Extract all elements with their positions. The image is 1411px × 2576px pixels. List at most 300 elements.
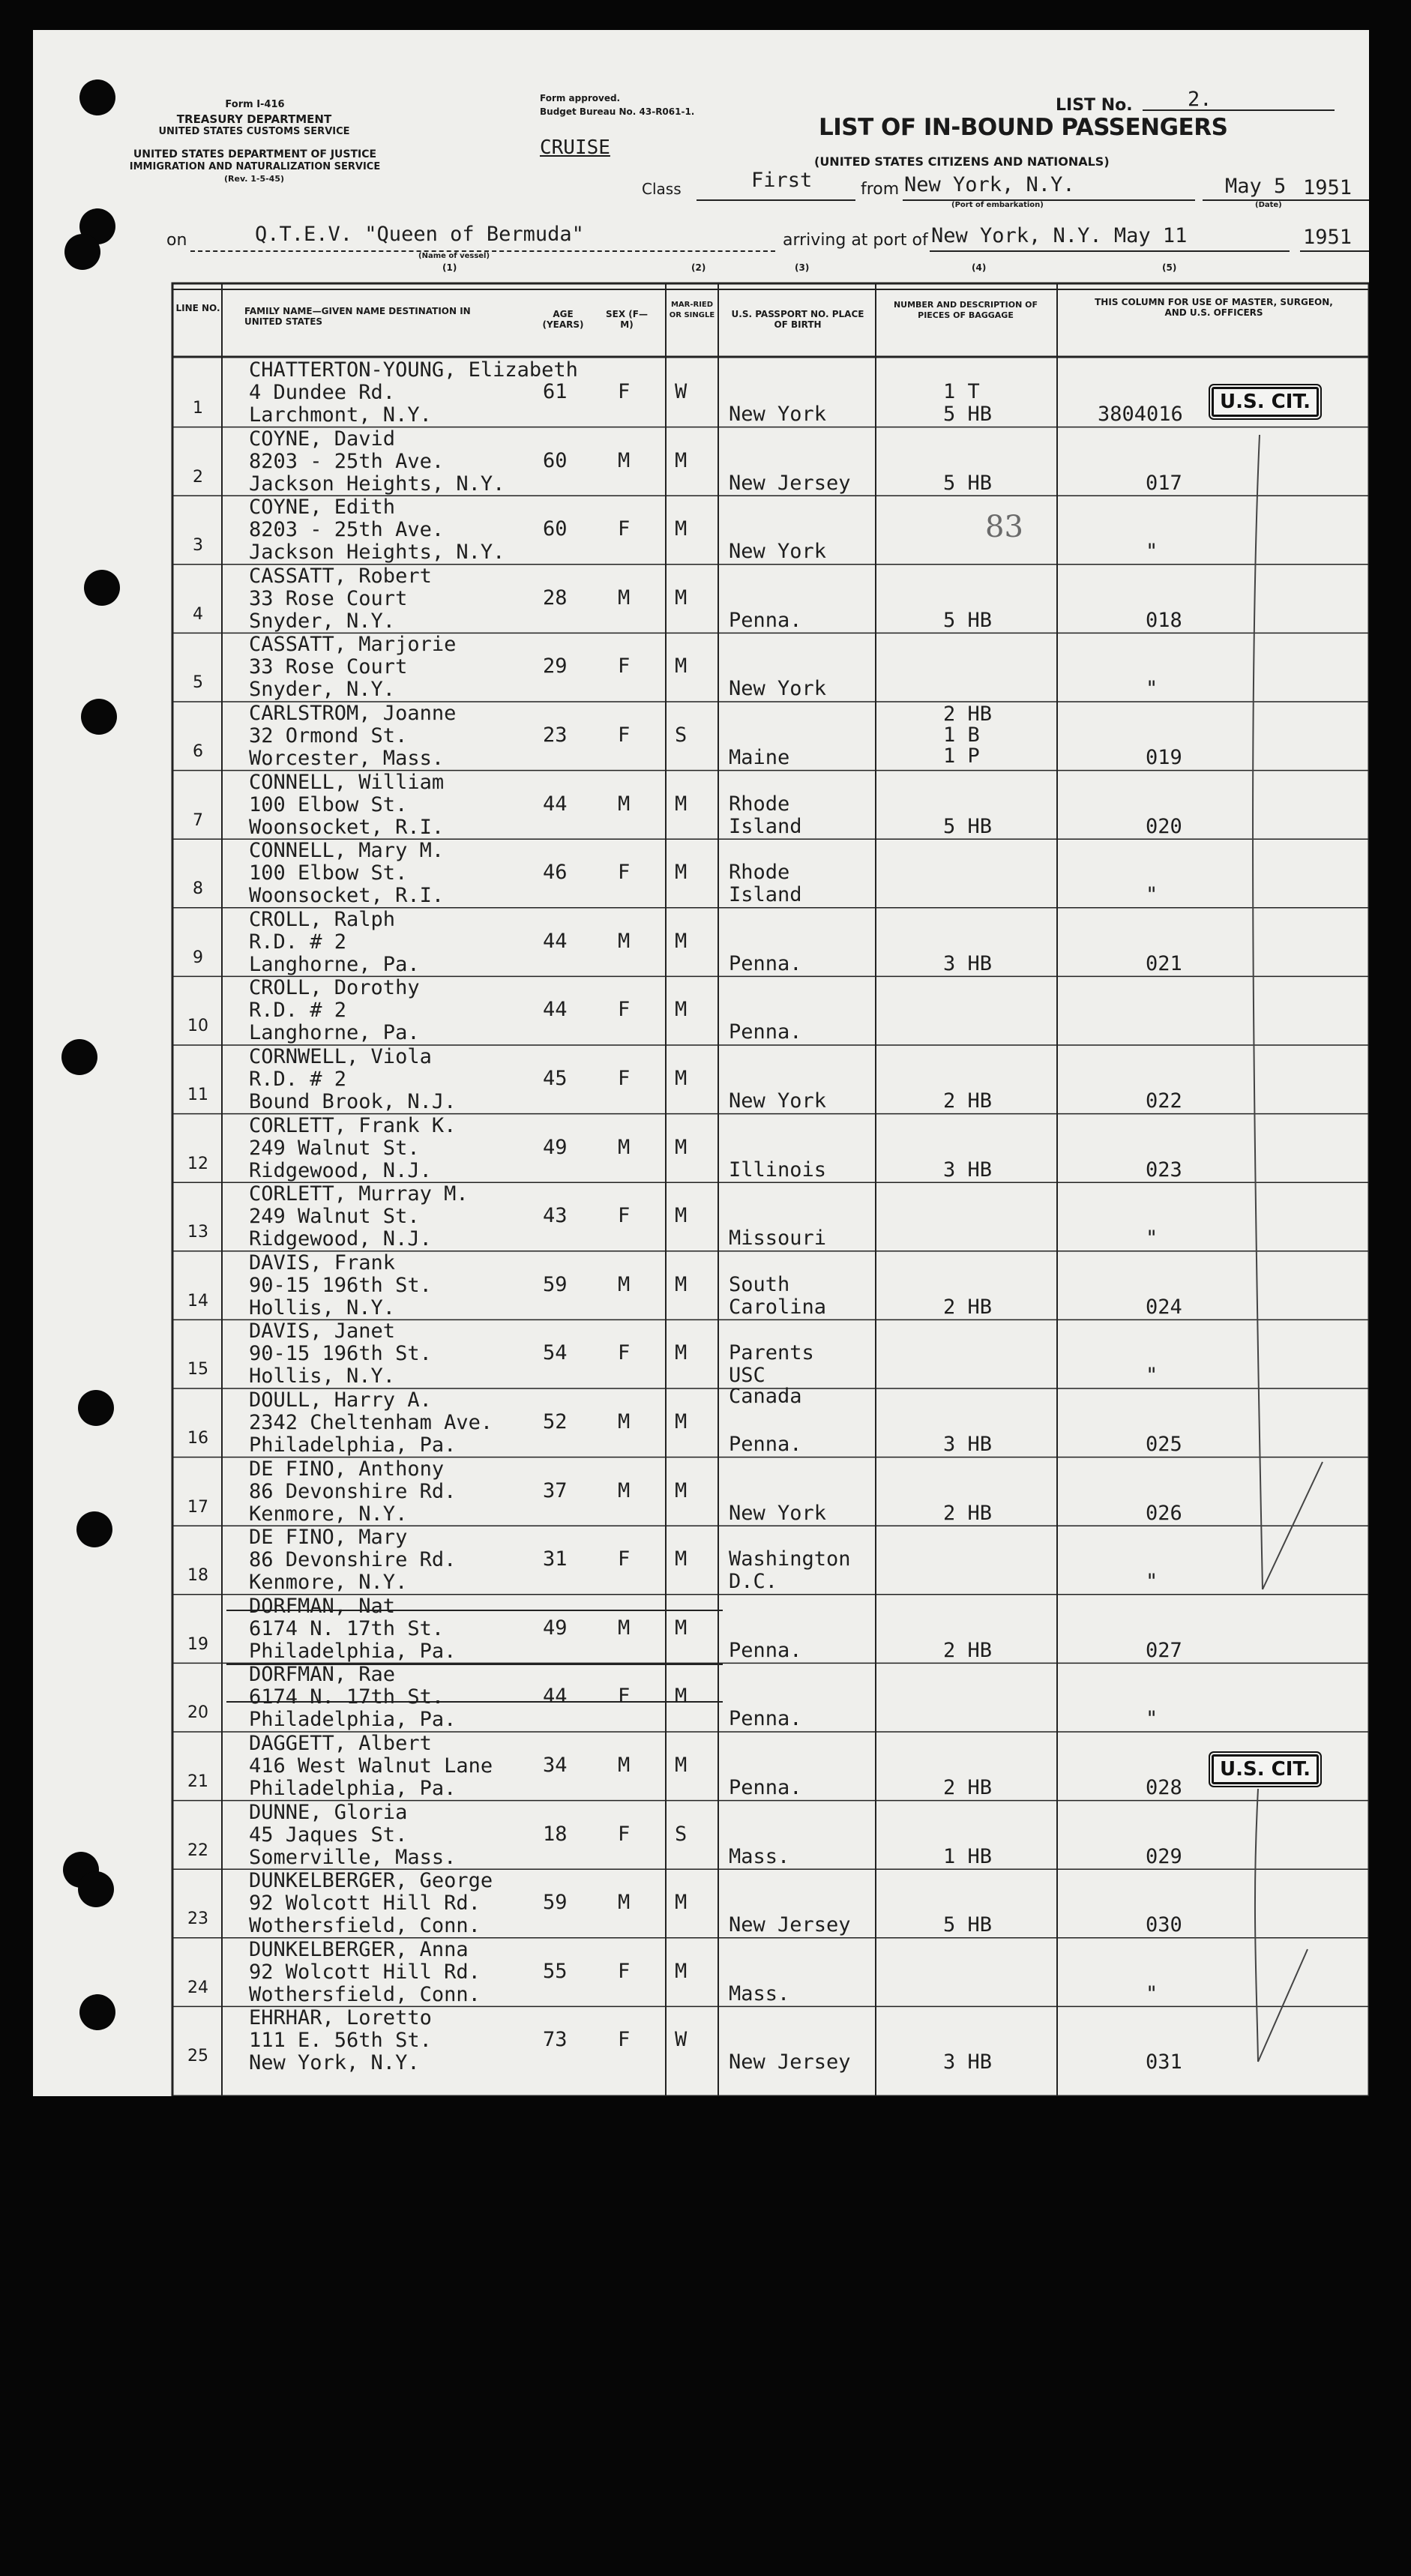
officer-number: 023 [1146, 1158, 1182, 1182]
place-of-birth: New York [729, 403, 827, 426]
baggage: 3 HB [943, 2050, 993, 2074]
sex: F [618, 861, 631, 885]
place-of-birth: Penna. [729, 1707, 802, 1731]
table-row [33, 1595, 1369, 1664]
sex: M [618, 448, 631, 472]
age: 23 [543, 723, 568, 747]
binder-hole [81, 699, 117, 735]
address-city: Worcester, Mass. [249, 747, 445, 770]
age: 44 [543, 929, 568, 953]
table-row [33, 427, 1369, 496]
justice-label: UNITED STATES DEPARTMENT OF JUSTICE [133, 148, 377, 160]
address-street: 249 Walnut St. [249, 1136, 420, 1160]
binder-hole [76, 1511, 112, 1547]
from-value: New York, N.Y. [904, 173, 1075, 196]
line-number: 9 [193, 948, 203, 967]
marital-status: M [675, 586, 688, 610]
marital-status: S [675, 723, 688, 747]
line-number: 1 [193, 399, 203, 418]
line-number: 6 [193, 742, 203, 761]
place-of-birth: New Jersey [729, 1913, 851, 1937]
col-header-line-no: LINE NO. [175, 303, 220, 313]
address-city: New York, N.Y. [249, 2051, 420, 2075]
date-note: (Date) [1255, 201, 1282, 209]
passenger-name: CARLSTROM, Joanne [249, 702, 457, 725]
budget-bureau: Budget Bureau No. 43-R061-1. [540, 106, 695, 117]
baggage: 1 T [943, 380, 980, 403]
binder-hole [78, 1871, 114, 1907]
marital-status: M [675, 1547, 688, 1571]
place-of-birth: Washington [729, 1547, 851, 1571]
address-city: Larchmont, N.Y. [249, 403, 432, 427]
binder-hole [79, 79, 115, 115]
place-of-birth: Rhode [729, 861, 790, 885]
place-of-birth: Penna. [729, 1776, 802, 1799]
address-street: 4 Dundee Rd. [249, 381, 396, 404]
age: 44 [543, 1685, 568, 1709]
age: 44 [543, 792, 568, 816]
vessel-name: Q.T.E.V. "Queen of Bermuda" [255, 223, 584, 246]
us-cit-stamp: U.S. CIT. [1212, 387, 1319, 417]
binder-hole [79, 1994, 115, 2030]
passenger-name: COYNE, David [249, 427, 396, 451]
address-city: Hollis, N.Y. [249, 1364, 396, 1388]
baggage-3: 1 P [943, 744, 980, 768]
address-street: R.D. # 2 [249, 999, 347, 1023]
officer-number: " [1146, 540, 1158, 564]
age: 61 [543, 380, 568, 403]
age: 54 [543, 1341, 568, 1365]
age: 49 [543, 1135, 568, 1159]
address-city: Snyder, N.Y. [249, 609, 396, 633]
passenger-name: CROLL, Ralph [249, 907, 396, 931]
officer-number: 020 [1146, 814, 1182, 838]
age: 37 [543, 1478, 568, 1502]
age: 52 [543, 1410, 568, 1433]
table-row [33, 1663, 1369, 1732]
table-row [33, 702, 1369, 771]
officer-number: 029 [1146, 1844, 1182, 1868]
sex: F [618, 1067, 631, 1090]
passenger-name: CHATTERTON-YOUNG, Elizabeth [249, 358, 578, 382]
officer-number: 017 [1146, 471, 1182, 495]
address-street: 86 Devonshire Rd. [249, 1479, 457, 1503]
marital-status: M [675, 1685, 688, 1709]
address-street: R.D. # 2 [249, 1068, 347, 1091]
line-number: 17 [187, 1497, 208, 1517]
address-city: Philadelphia, Pa. [249, 1777, 457, 1800]
place-of-birth: Mass. [729, 1981, 790, 2005]
line-number: 25 [187, 2047, 208, 2066]
passenger-name: DUNKELBERGER, George [249, 1869, 493, 1893]
binder-hole [78, 1390, 114, 1426]
officer-number: " [1146, 1707, 1158, 1731]
address-street: 249 Walnut St. [249, 1205, 420, 1229]
sex: F [618, 1685, 631, 1709]
table-row [33, 976, 1369, 1045]
table-row [33, 1114, 1369, 1183]
address-city: Ridgewood, N.J. [249, 1158, 432, 1182]
age: 31 [543, 1547, 568, 1571]
sex: M [618, 1616, 631, 1640]
address-street: 33 Rose Court [249, 655, 408, 679]
col-header-baggage: NUMBER AND DESCRIPTION OF PIECES OF BAGGAGE [893, 300, 1038, 320]
age: 73 [543, 2028, 568, 2052]
list-title: LIST OF IN-BOUND PASSENGERS [819, 114, 1228, 141]
table-row [33, 1388, 1369, 1457]
address-street: R.D. # 2 [249, 930, 347, 954]
date-from: May 5 [1225, 175, 1287, 198]
place-of-birth: Rhode [729, 792, 790, 816]
marital-status: S [675, 1822, 688, 1846]
line-number: 18 [187, 1566, 208, 1586]
passenger-name: EHRHAR, Loretto [249, 2006, 432, 2030]
line-number: 5 [193, 673, 203, 693]
officer-number: 021 [1146, 951, 1182, 975]
col-note-2: (2) [691, 262, 706, 273]
sex: F [618, 2028, 631, 2052]
address-city: Bound Brook, N.J. [249, 1090, 457, 1113]
cruise-stamp: CRUISE [540, 136, 610, 159]
line-number: 15 [187, 1360, 208, 1379]
class-label: Class [642, 180, 682, 198]
officer-number: 024 [1146, 1295, 1182, 1319]
officer-number: 026 [1146, 1501, 1182, 1525]
passenger-name: DAVIS, Janet [249, 1319, 396, 1343]
place-of-birth: New York [729, 677, 827, 701]
col-header-officers: THIS COLUMN FOR USE OF MASTER, SURGEON, AND U.S. OFFICERS [1095, 297, 1333, 318]
table-row [33, 358, 1369, 427]
baggage-2: 5 HB [943, 403, 993, 426]
col-header-passport: U.S. PASSPORT NO. PLACE OF BIRTH [731, 309, 864, 330]
line-number: 2 [193, 467, 203, 487]
sex: F [618, 517, 631, 541]
list-no-label: LIST No. [1056, 96, 1133, 115]
passenger-name: CONNELL, William [249, 770, 445, 794]
marital-status: M [675, 1204, 688, 1228]
line-number: 20 [187, 1703, 208, 1723]
passenger-name: COYNE, Edith [249, 496, 396, 520]
baggage: 2 HB [943, 1776, 993, 1799]
passenger-name: DAVIS, Frank [249, 1251, 396, 1275]
passenger-name: DUNNE, Gloria [249, 1800, 408, 1824]
address-city: Woonsocket, R.I. [249, 884, 445, 908]
binder-hole [84, 570, 120, 606]
marital-status: M [675, 1410, 688, 1433]
line-number: 21 [187, 1772, 208, 1791]
year-to: 1951 [1303, 226, 1353, 249]
marital-status: W [675, 380, 688, 403]
address-city: Jackson Heights, N.Y. [249, 541, 505, 565]
table-row [33, 1732, 1369, 1801]
line-number: 23 [187, 1910, 208, 1929]
place-of-birth: Mass. [729, 1844, 790, 1868]
sex: F [618, 998, 631, 1022]
marital-status: M [675, 1067, 688, 1090]
address-city: Langhorne, Pa. [249, 1021, 420, 1045]
sex: M [618, 586, 631, 610]
address-city: Kenmore, N.Y. [249, 1502, 408, 1526]
baggage: 3 HB [943, 951, 993, 975]
address-street: 92 Wolcott Hill Rd. [249, 1960, 481, 1984]
place-of-birth: Maine [729, 746, 790, 769]
officer-number: 3804016 [1098, 403, 1183, 426]
baggage-2: 1 B [943, 723, 980, 747]
age: 34 [543, 1754, 568, 1777]
address-city: Philadelphia, Pa. [249, 1708, 457, 1732]
manifest-page [33, 30, 1369, 2096]
address-street: 90-15 196th St. [249, 1273, 432, 1297]
year-from: 1951 [1303, 176, 1353, 199]
officer-number: 030 [1146, 1913, 1182, 1937]
line-number: 10 [187, 1017, 208, 1036]
marital-status: W [675, 2028, 688, 2052]
baggage: 3 HB [943, 1433, 993, 1456]
age: 59 [543, 1272, 568, 1296]
address-city: Kenmore, N.Y. [249, 1571, 408, 1595]
officer-number: 018 [1146, 608, 1182, 632]
age: 60 [543, 448, 568, 472]
passenger-name: DORFMAN, Rae [249, 1663, 396, 1687]
address-street: 6174 N. 17th St. [249, 1685, 445, 1709]
address-city: Ridgewood, N.J. [249, 1227, 432, 1251]
address-city: Snyder, N.Y. [249, 678, 396, 702]
place-of-birth-2: Carolina [729, 1295, 827, 1319]
place-of-birth: Penna. [729, 951, 802, 975]
port-note: (Port of embarkation) [951, 201, 1044, 209]
table-row [33, 1251, 1369, 1320]
line-number: 11 [187, 1086, 208, 1104]
address-city: Somerville, Mass. [249, 1845, 457, 1869]
passenger-name: CORLETT, Frank K. [249, 1113, 457, 1137]
baggage: 2 HB [943, 1501, 993, 1525]
line-number: 8 [193, 879, 203, 899]
marital-status: M [675, 1272, 688, 1296]
table-row [33, 633, 1369, 702]
passenger-name: DAGGETT, Albert [249, 1732, 432, 1755]
place-of-birth-2: USC [729, 1364, 765, 1388]
baggage: 5 HB [943, 814, 993, 838]
sex: M [618, 1135, 631, 1159]
place-of-birth: Illinois [729, 1158, 827, 1182]
sex: F [618, 1547, 631, 1571]
age: 45 [543, 1067, 568, 1090]
place-of-birth: New York [729, 1501, 827, 1525]
marital-status: M [675, 517, 688, 541]
form-id: Form I-416 [225, 99, 285, 110]
place-of-birth: Penna. [729, 1020, 802, 1044]
marital-status: M [675, 654, 688, 678]
officer-number: 019 [1146, 746, 1182, 769]
table-row [33, 1938, 1369, 2007]
marital-status: M [675, 998, 688, 1022]
col-note-1: (1) [442, 262, 457, 273]
age: 29 [543, 654, 568, 678]
marital-status: M [675, 1891, 688, 1915]
address-street: 416 West Walnut Lane [249, 1754, 493, 1778]
place-of-birth: Penna. [729, 1433, 802, 1456]
age: 28 [543, 586, 568, 610]
sex: M [618, 1478, 631, 1502]
address-city: Woonsocket, R.I. [249, 815, 445, 839]
treasury-label: TREASURY DEPARTMENT [176, 112, 332, 126]
baggage: 5 HB [943, 608, 993, 632]
vessel-note: (Name of vessel) [418, 252, 490, 260]
passenger-name: CORLETT, Murray M. [249, 1182, 469, 1206]
age: 59 [543, 1891, 568, 1915]
sex: F [618, 723, 631, 747]
table-row [33, 1801, 1369, 1870]
col-header-name: FAMILY NAME—GIVEN NAME DESTINATION IN UNITED STATES [244, 306, 471, 327]
address-street: 100 Elbow St. [249, 861, 408, 885]
age: 60 [543, 517, 568, 541]
from-label: from [861, 180, 900, 199]
sex: M [618, 792, 631, 816]
class-value: First [751, 169, 813, 192]
table-row [33, 1869, 1369, 1938]
officer-number: " [1146, 677, 1158, 701]
age: 43 [543, 1204, 568, 1228]
marital-status: M [675, 861, 688, 885]
address-street: 2342 Cheltenham Ave. [249, 1411, 493, 1434]
list-subtitle: (UNITED STATES CITIZENS AND NATIONALS) [814, 154, 1110, 169]
col-header-married: MAR-RIED OR SINGLE [669, 301, 715, 319]
sex: F [618, 1959, 631, 1983]
officer-number: 025 [1146, 1433, 1182, 1456]
place-of-birth: Missouri [729, 1227, 827, 1251]
passenger-name: CORNWELL, Viola [249, 1045, 432, 1068]
baggage: 5 HB [943, 471, 993, 495]
officer-number: " [1146, 1981, 1158, 2005]
table-row [33, 771, 1369, 840]
address-street: 8203 - 25th Ave. [249, 518, 445, 542]
place-of-birth-2: Island [729, 814, 802, 838]
address-city: Wothersfield, Conn. [249, 1982, 481, 2006]
officer-number: 028 [1146, 1776, 1182, 1799]
col-header-age: AGE (YEARS) [542, 309, 584, 330]
place-of-birth: New York [729, 540, 827, 564]
address-street: 45 Jaques St. [249, 1823, 408, 1847]
address-street: 92 Wolcott Hill Rd. [249, 1892, 481, 1916]
address-city: Philadelphia, Pa. [249, 1639, 457, 1663]
baggage: 2 HB [943, 702, 993, 726]
marital-status: M [675, 929, 688, 953]
age: 55 [543, 1959, 568, 1983]
age: 46 [543, 861, 568, 885]
address-street: 100 Elbow St. [249, 792, 408, 816]
col-note-4: (4) [972, 262, 987, 273]
table-row [33, 496, 1369, 565]
col-header-sex: SEX (F—M) [606, 309, 648, 330]
line-number: 12 [187, 1154, 208, 1173]
address-city: Philadelphia, Pa. [249, 1433, 457, 1457]
officer-number: " [1146, 883, 1158, 907]
address-street: 6174 N. 17th St. [249, 1616, 445, 1640]
marital-status: M [675, 1478, 688, 1502]
rev-label: (Rev. 1-5-45) [223, 174, 284, 184]
line-number: 24 [187, 1978, 208, 1997]
marital-status: M [675, 1959, 688, 1983]
table-row [33, 1182, 1369, 1251]
marital-status: M [675, 1616, 688, 1640]
line-number: 13 [187, 1223, 208, 1242]
address-street: 8203 - 25th Ave. [249, 449, 445, 473]
col-note-5: (5) [1162, 262, 1177, 273]
line-number: 4 [193, 604, 203, 624]
sex: M [618, 929, 631, 953]
sex: F [618, 1822, 631, 1846]
officer-number: " [1146, 1364, 1158, 1388]
place-of-birth: New Jersey [729, 2050, 851, 2074]
line-number: 7 [193, 810, 203, 830]
address-city: Langhorne, Pa. [249, 952, 420, 976]
age: 49 [543, 1616, 568, 1640]
place-of-birth: New Jersey [729, 471, 851, 495]
marital-status: M [675, 792, 688, 816]
place-of-birth: South [729, 1272, 790, 1296]
baggage: 1 HB [943, 1844, 993, 1868]
address-street: 111 E. 56th St. [249, 2029, 432, 2053]
passenger-name: CASSATT, Marjorie [249, 633, 457, 657]
sex: F [618, 654, 631, 678]
address-street: 90-15 196th St. [249, 1342, 432, 1366]
officer-number: 031 [1146, 2050, 1182, 2074]
marital-status: M [675, 448, 688, 472]
passenger-name: DUNKELBERGER, Anna [249, 1937, 469, 1961]
address-street: 86 Devonshire Rd. [249, 1548, 457, 1572]
officer-number: " [1146, 1227, 1158, 1251]
list-no-value: 2. [1188, 88, 1212, 111]
pencil-note-83: 83 [985, 510, 1023, 544]
sex: M [618, 1754, 631, 1777]
baggage: 2 HB [943, 1089, 993, 1113]
customs-label: UNITED STATES CUSTOMS SERVICE [158, 126, 350, 137]
age: 18 [543, 1822, 568, 1846]
passenger-name: DE FINO, Anthony [249, 1457, 445, 1481]
table-row [33, 839, 1369, 908]
officer-number: 027 [1146, 1638, 1182, 1662]
table-row [33, 2006, 1369, 2075]
binder-hole [61, 1039, 97, 1075]
table-row [33, 1457, 1369, 1526]
arriving-label: arriving at port of [783, 231, 928, 250]
sex: F [618, 380, 631, 403]
line-number: 19 [187, 1634, 208, 1654]
line-number: 22 [187, 1841, 208, 1860]
officer-number: " [1146, 1570, 1158, 1594]
table-row [33, 565, 1369, 634]
table-row [33, 1045, 1369, 1114]
place-of-birth-2: D.C. [729, 1570, 778, 1594]
sex: M [618, 1891, 631, 1915]
table-row [33, 908, 1369, 977]
place-of-birth: New York [729, 1089, 827, 1113]
marital-status: M [675, 1341, 688, 1365]
col-note-3: (3) [795, 262, 810, 273]
baggage: 2 HB [943, 1295, 993, 1319]
address-city: Wothersfield, Conn. [249, 1914, 481, 1938]
age: 44 [543, 998, 568, 1022]
form-approved: Form approved. [540, 93, 621, 103]
passenger-name: DE FINO, Mary [249, 1526, 408, 1550]
passenger-name: CONNELL, Mary M. [249, 839, 445, 863]
place-of-birth-3: Canada [729, 1385, 802, 1409]
us-cit-stamp-2: U.S. CIT. [1212, 1754, 1319, 1784]
address-street: 33 Rose Court [249, 586, 408, 610]
passenger-name: DORFMAN, Nat [249, 1594, 396, 1618]
sex: F [618, 1341, 631, 1365]
officer-number: 022 [1146, 1089, 1182, 1113]
